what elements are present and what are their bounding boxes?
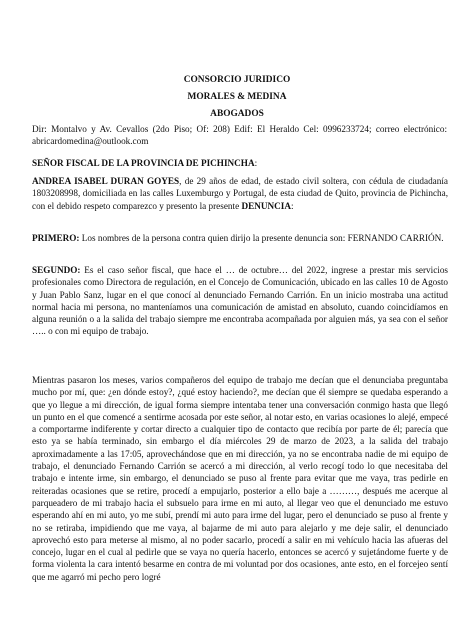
addressee (32, 157, 448, 169)
primero-label: PRIMERO: (32, 233, 80, 243)
segundo-text: Es el caso señor fiscal, que hace el … de octubre… del 2022, ingrese a prestar mis servicios profesionales como Directora de regulación, en el Concejo de Comunicación, ubicado en las calles 10 de Agosto y Juan Pablo Sanz, lugar en el que conocí al denunciado Fernando Carrión. En un inicio mostraba una actitud normal hacia mi persona, no manteníamos una comunicación de amistad en absoluto, cuando coincidíamos en alguna reunión o a la salida del trabajo siempre me encontraba acompañada por alguien más, ya sea con el señor ….. o con mi equipo de trabajo. (32, 265, 448, 337)
segundo-paragraph (32, 264, 448, 338)
denuncia-label: DENUNCIA (241, 200, 291, 211)
addressee-colon: : (254, 158, 258, 168)
firm-name-line-1: CONSORCIO JURIDICO (183, 75, 291, 85)
complainant-name: ANDREA ISABEL DURAN GOYES (32, 176, 180, 186)
addressee-title: SEÑOR FISCAL DE LA PROVINCIA DE PICHINCHA (32, 158, 255, 168)
complainant-details: , de 29 años de edad, de estado civil soltera, con cédula de ciudadanía 1803208998, domiciliada en las calles Luxemburgo y Portugal, de esta ciudad de Quito, provincia de Pichincha, con el debido respeto comparezco y presento la presente (32, 176, 448, 211)
primero-paragraph (32, 232, 448, 244)
complainant-end: : (290, 200, 294, 211)
firm-name-line-3: ABOGADOS (210, 109, 264, 119)
firm-address: Dir: Montalvo y Av. Cevallos (2do Piso; Of: 208) Edif: El Heraldo Cel: 0996233724; correo electrónico: abricardomedina@outlook.com (32, 124, 447, 147)
firm-name-line-2: MORALES & MEDINA (187, 92, 287, 102)
mientras-paragraph: Mientras pasaron los meses, varios compañeros del equipo de trabajo me decían que el denunciaba preguntaba mucho por mí, que: ¿en dónde estoy?, ¿qué estoy haciendo?, me decían que él siempre se quedaba esperando a que yo llegue a mi dirección, de igual forma siempre intentaba tener una conversación conmigo hasta que llegó un punto en el que comencé a sentirme acosada por este señor, al notar esto, en varias ocasiones lo alejé, empecé a comportarme indiferente y cortar directo a cualquier tipo de contacto que recibía por parte de él; parecía que esto ya se había terminado, sin embargo el día miércoles 29 de marzo de 2023, a la salida del trabajo aproximadamente a las 17:05, aprovechándose que en mi dirección, ya no se encontraba nadie de mi equipo de trabajo, el denunciado Fernando Carrión se acercó a mi dirección, al verlo recogí todo lo que necesitaba del trabajo e intente irme, sin embargo, el denunciado se puso al frente para evitar que me vaya, tras pedirle en reiteradas ocasiones que se retire, procedí a empujarlo, posterior a ello baje a ………, después me acerque al parqueadero de mi trabajo hacia el subsuelo para irme en mi auto, al llegar veo que el denunciado me estuvo esperando ahí en mi auto, yo me subí, prendí mi auto para irme del lugar, pero el denunciado se puso al frente y no se retiraba, impidiendo que me vaya, al bajarme de mi auto para alejarlo y me deje salir, el denunciado aprovechó esto para meterse al mismo, al no poder sacarlo, procedí a salir en mi vehículo hacia las afueras del concejo, lugar en el cual al pedirle que se vaya no quería hacerlo, entonces se acercó y sujetándome fuerte y de forma violenta la cara intentó besarme en contra de mi voluntad por dos ocasiones, ante esto, en el forcejeo sentí que me agarró mi pecho pero logré (32, 375, 448, 582)
segundo-label: SEGUNDO: (32, 265, 81, 275)
complainant-paragraph (32, 175, 448, 212)
primero-text: Los nombres de la persona contra quien dirijo la presente denuncia son: FERNANDO CARRIÓN. (79, 233, 444, 243)
